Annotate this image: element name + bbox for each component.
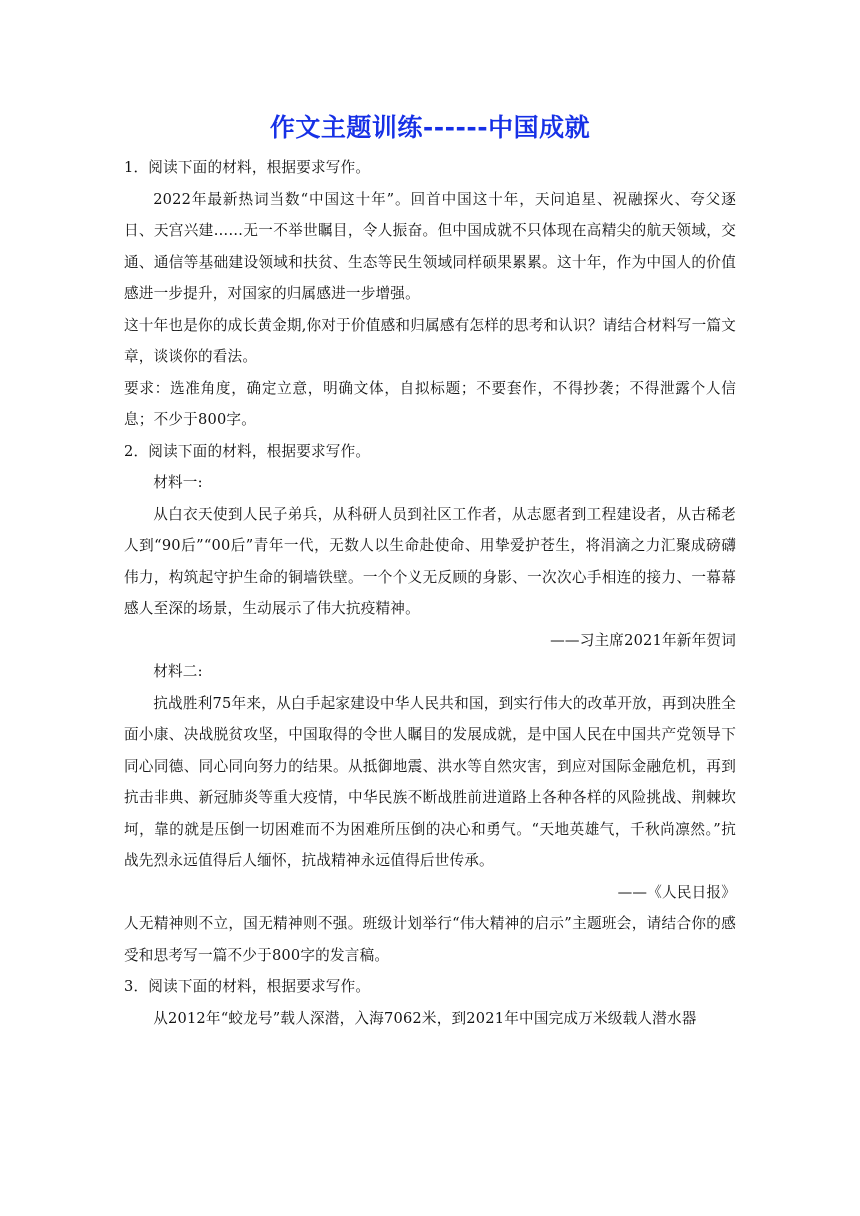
question-2-task: 人无精神则不立，国无精神则不强。班级计划举行“伟大精神的启示”主题班会，请结合你的感受和思考写一篇不少于800字的发言稿。 <box>124 915 736 964</box>
material-2-label: 材料二: <box>153 663 203 680</box>
document-title: 作文主题训练------中国成就 <box>269 113 591 142</box>
question-2-heading: 2．阅读下面的材料，根据要求写作。 <box>124 442 371 460</box>
material-1-source: ——习主席2021年新年贺词 <box>550 631 736 649</box>
material-1-label: 材料一: <box>153 474 203 491</box>
document-page <box>124 108 736 1034</box>
question-1-material: 2022年最新热词当数“中国这十年”。回首中国这十年，天问追星、祝融探火、夸父逐日、天宫兴建……无一不举世瞩目，令人振奋。但中国成就不只体现在高精尖的航天领域，交通、通信等基础建设领域和扶贫、生态等民生领域同样硕果累累。这十年，作为中国人的价值感进一步提升，对国家的归属感进一步增强。 <box>124 190 736 302</box>
question-1-prompt: 这十年也是你的成长黄金期,你对于价值感和归属感有怎样的思考和认识？请结合材料写一篇文章，谈谈你的看法。 <box>124 316 736 365</box>
question-3 <box>124 971 736 1034</box>
material-2-text: 抗战胜利75年来，从白手起家建设中华人民共和国，到实行伟大的改革开放，再到决胜全面小康、决战脱贫攻坚，中国取得的令世人瞩目的发展成就，是中国人民在中国共产党领导下同心同德、同心同向努力的结果。从抵御地震、洪水等自然灾害，到应对国际金融危机，再到抗击非典、新冠肺炎等重大疫情，中华民族不断战胜前进道路上各种各样的风险挑战、荆棘坎坷，靠的就是压倒一切困难而不为困难所压倒的决心和勇气。“天地英雄气，千秋尚凛然。”抗战先烈永远值得后人缅怀，抗战精神永远值得后世传承。 <box>124 694 736 869</box>
question-2 <box>124 436 736 972</box>
question-3-material: 从2012年“蛟龙号”载人深潜，入海7062米，到2021年中国完成万米级载人潜水器 <box>153 1009 697 1027</box>
material-1-text: 从白衣天使到人民子弟兵，从科研人员到社区工作者，从志愿者到工程建设者，从古稀老人到“90后”“00后”青年一代，无数人以生命赴使命、用挚爱护苍生，将涓滴之力汇聚成磅礴伟力，构筑起守护生命的铜墙铁壁。一个个义无反顾的身影、一次次心手相连的接力、一幕幕感人至深的场景，生动展示了伟大抗疫精神。 <box>124 505 736 617</box>
question-3-heading: 3．阅读下面的材料，根据要求写作。 <box>124 978 371 995</box>
question-1-requirements: 要求：选准角度，确定立意，明确文体，自拟标题；不要套作，不得抄袭；不得泄露个人信息；不少于800字。 <box>124 379 736 428</box>
question-1 <box>124 152 736 436</box>
question-1-heading: 1．阅读下面的材料，根据要求写作。 <box>124 159 371 176</box>
material-2-source: ——《人民日报》 <box>617 883 736 901</box>
